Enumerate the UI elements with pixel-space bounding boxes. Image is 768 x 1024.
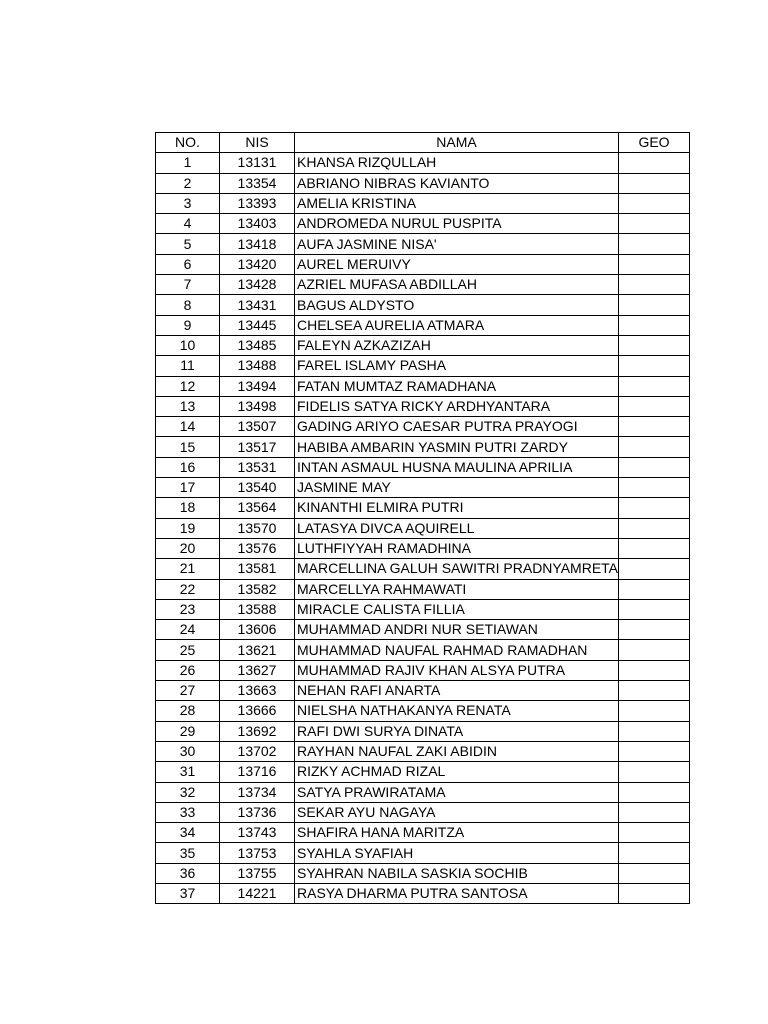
- cell-geo: [619, 620, 690, 640]
- cell-nama: MARCELLINA GALUH SAWITRI PRADNYAMRETA: [295, 559, 619, 579]
- cell-geo: [619, 843, 690, 863]
- cell-nis: 13393: [220, 193, 295, 213]
- cell-nama: FALEYN AZKAZIZAH: [295, 335, 619, 355]
- cell-no: 4: [156, 214, 220, 234]
- cell-geo: [619, 498, 690, 518]
- cell-no: 10: [156, 335, 220, 355]
- cell-nama: AUREL MERUIVY: [295, 254, 619, 274]
- table-row: [156, 478, 690, 498]
- cell-nama: MARCELLYA RAHMAWATI: [295, 579, 619, 599]
- table-row: [156, 335, 690, 355]
- cell-nama: NEHAN RAFI ANARTA: [295, 681, 619, 701]
- table-row: [156, 721, 690, 741]
- header-no: NO.: [156, 133, 220, 153]
- cell-nis: 13627: [220, 660, 295, 680]
- cell-geo: [619, 681, 690, 701]
- cell-no: 17: [156, 478, 220, 498]
- cell-nama: MIRACLE CALISTA FILLIA: [295, 599, 619, 619]
- cell-geo: [619, 863, 690, 883]
- cell-nama: MUHAMMAD RAJIV KHAN ALSYA PUTRA: [295, 660, 619, 680]
- cell-nama: AZRIEL MUFASA ABDILLAH: [295, 275, 619, 295]
- header-row: [156, 133, 690, 153]
- cell-nis: 13582: [220, 579, 295, 599]
- cell-nis: 13540: [220, 478, 295, 498]
- table-row: [156, 802, 690, 822]
- cell-geo: [619, 599, 690, 619]
- cell-nama: LATASYA DIVCA AQUIRELL: [295, 518, 619, 538]
- cell-geo: [619, 437, 690, 457]
- cell-nama: MUHAMMAD NAUFAL RAHMAD RAMADHAN: [295, 640, 619, 660]
- cell-nis: 13564: [220, 498, 295, 518]
- cell-no: 5: [156, 234, 220, 254]
- table-row: [156, 660, 690, 680]
- cell-geo: [619, 518, 690, 538]
- cell-geo: [619, 823, 690, 843]
- cell-nis: 13581: [220, 559, 295, 579]
- cell-no: 7: [156, 275, 220, 295]
- cell-geo: [619, 335, 690, 355]
- cell-geo: [619, 701, 690, 721]
- cell-geo: [619, 315, 690, 335]
- cell-nama: FATAN MUMTAZ RAMADHANA: [295, 376, 619, 396]
- cell-no: 33: [156, 802, 220, 822]
- cell-nama: JASMINE MAY: [295, 478, 619, 498]
- cell-no: 26: [156, 660, 220, 680]
- table-row: [156, 741, 690, 761]
- table-row: [156, 295, 690, 315]
- table-row: [156, 234, 690, 254]
- cell-nama: RAFI DWI SURYA DINATA: [295, 721, 619, 741]
- table-row: [156, 498, 690, 518]
- table-row: [156, 701, 690, 721]
- cell-no: 6: [156, 254, 220, 274]
- cell-nis: 13692: [220, 721, 295, 741]
- student-list-sheet: [155, 132, 690, 904]
- cell-nis: 13736: [220, 802, 295, 822]
- header-nama: NAMA: [295, 133, 619, 153]
- cell-geo: [619, 234, 690, 254]
- cell-nis: 13753: [220, 843, 295, 863]
- cell-geo: [619, 356, 690, 376]
- cell-no: 34: [156, 823, 220, 843]
- cell-geo: [619, 762, 690, 782]
- cell-geo: [619, 173, 690, 193]
- cell-geo: [619, 883, 690, 903]
- table-row: [156, 863, 690, 883]
- cell-nis: 13663: [220, 681, 295, 701]
- cell-no: 12: [156, 376, 220, 396]
- header-geo: GEO: [619, 133, 690, 153]
- cell-nama: SATYA PRAWIRATAMA: [295, 782, 619, 802]
- table-row: [156, 417, 690, 437]
- cell-nis: 13418: [220, 234, 295, 254]
- table-row: [156, 457, 690, 477]
- cell-geo: [619, 417, 690, 437]
- cell-nama: RAYHAN NAUFAL ZAKI ABIDIN: [295, 741, 619, 761]
- cell-geo: [619, 741, 690, 761]
- cell-no: 19: [156, 518, 220, 538]
- table-row: [156, 275, 690, 295]
- cell-nama: SYAHLA SYAFIAH: [295, 843, 619, 863]
- table-row: [156, 599, 690, 619]
- cell-nis: 13445: [220, 315, 295, 335]
- cell-no: 27: [156, 681, 220, 701]
- cell-nama: KHANSA RIZQULLAH: [295, 153, 619, 173]
- cell-nis: 13498: [220, 396, 295, 416]
- cell-nama: FIDELIS SATYA RICKY ARDHYANTARA: [295, 396, 619, 416]
- cell-nis: 13507: [220, 417, 295, 437]
- cell-no: 31: [156, 762, 220, 782]
- cell-no: 13: [156, 396, 220, 416]
- cell-no: 21: [156, 559, 220, 579]
- cell-nama: HABIBA AMBARIN YASMIN PUTRI ZARDY: [295, 437, 619, 457]
- cell-nama: LUTHFIYYAH RAMADHINA: [295, 538, 619, 558]
- cell-nama: GADING ARIYO CAESAR PUTRA PRAYOGI: [295, 417, 619, 437]
- table-row: [156, 681, 690, 701]
- cell-nama: RASYA DHARMA PUTRA SANTOSA: [295, 883, 619, 903]
- cell-nis: 13131: [220, 153, 295, 173]
- table-row: [156, 356, 690, 376]
- table-row: [156, 538, 690, 558]
- cell-no: 29: [156, 721, 220, 741]
- cell-nis: 13420: [220, 254, 295, 274]
- cell-nis: 13431: [220, 295, 295, 315]
- cell-geo: [619, 802, 690, 822]
- cell-nama: KINANTHI ELMIRA PUTRI: [295, 498, 619, 518]
- cell-nama: SHAFIRA HANA MARITZA: [295, 823, 619, 843]
- cell-geo: [619, 579, 690, 599]
- cell-no: 11: [156, 356, 220, 376]
- cell-nis: 13428: [220, 275, 295, 295]
- cell-no: 30: [156, 741, 220, 761]
- cell-nama: INTAN ASMAUL HUSNA MAULINA APRILIA: [295, 457, 619, 477]
- cell-geo: [619, 193, 690, 213]
- cell-no: 14: [156, 417, 220, 437]
- table-row: [156, 640, 690, 660]
- table-row: [156, 559, 690, 579]
- cell-nis: 13570: [220, 518, 295, 538]
- cell-nis: 13621: [220, 640, 295, 660]
- table-row: [156, 437, 690, 457]
- table-row: [156, 782, 690, 802]
- table-row: [156, 376, 690, 396]
- cell-nis: 13755: [220, 863, 295, 883]
- cell-geo: [619, 660, 690, 680]
- cell-nama: SEKAR AYU NAGAYA: [295, 802, 619, 822]
- cell-nis: 13702: [220, 741, 295, 761]
- cell-no: 32: [156, 782, 220, 802]
- cell-nama: MUHAMMAD ANDRI NUR SETIAWAN: [295, 620, 619, 640]
- cell-geo: [619, 478, 690, 498]
- cell-nama: CHELSEA AURELIA ATMARA: [295, 315, 619, 335]
- cell-no: 24: [156, 620, 220, 640]
- cell-nama: SYAHRAN NABILA SASKIA SOCHIB: [295, 863, 619, 883]
- cell-geo: [619, 721, 690, 741]
- cell-nama: ABRIANO NIBRAS KAVIANTO: [295, 173, 619, 193]
- cell-geo: [619, 254, 690, 274]
- cell-nis: 13734: [220, 782, 295, 802]
- cell-no: 36: [156, 863, 220, 883]
- cell-no: 16: [156, 457, 220, 477]
- cell-nis: 13403: [220, 214, 295, 234]
- table-row: [156, 214, 690, 234]
- cell-no: 2: [156, 173, 220, 193]
- table-row: [156, 396, 690, 416]
- cell-geo: [619, 275, 690, 295]
- table-row: [156, 843, 690, 863]
- cell-no: 23: [156, 599, 220, 619]
- cell-no: 3: [156, 193, 220, 213]
- cell-nama: BAGUS ALDYSTO: [295, 295, 619, 315]
- header-nis: NIS: [220, 133, 295, 153]
- cell-nis: 13517: [220, 437, 295, 457]
- cell-geo: [619, 214, 690, 234]
- cell-nis: 13488: [220, 356, 295, 376]
- table-row: [156, 579, 690, 599]
- cell-no: 35: [156, 843, 220, 863]
- cell-nis: 13666: [220, 701, 295, 721]
- cell-no: 37: [156, 883, 220, 903]
- cell-nis: 13588: [220, 599, 295, 619]
- cell-no: 18: [156, 498, 220, 518]
- cell-nis: 13716: [220, 762, 295, 782]
- cell-nis: 13354: [220, 173, 295, 193]
- table-row: [156, 883, 690, 903]
- cell-nama: AUFA JASMINE NISA': [295, 234, 619, 254]
- cell-no: 20: [156, 538, 220, 558]
- cell-geo: [619, 396, 690, 416]
- cell-geo: [619, 559, 690, 579]
- cell-geo: [619, 640, 690, 660]
- table-row: [156, 254, 690, 274]
- cell-nama: RIZKY ACHMAD RIZAL: [295, 762, 619, 782]
- cell-geo: [619, 782, 690, 802]
- table-row: [156, 823, 690, 843]
- cell-no: 22: [156, 579, 220, 599]
- student-table: [155, 132, 690, 904]
- table-body: [156, 153, 690, 904]
- cell-nama: ANDROMEDA NURUL PUSPITA: [295, 214, 619, 234]
- cell-geo: [619, 457, 690, 477]
- cell-no: 15: [156, 437, 220, 457]
- cell-geo: [619, 153, 690, 173]
- cell-nis: 13743: [220, 823, 295, 843]
- cell-no: 28: [156, 701, 220, 721]
- cell-no: 25: [156, 640, 220, 660]
- table-header: [156, 133, 690, 153]
- table-row: [156, 620, 690, 640]
- cell-nis: 14221: [220, 883, 295, 903]
- cell-nis: 13606: [220, 620, 295, 640]
- table-row: [156, 173, 690, 193]
- table-row: [156, 193, 690, 213]
- cell-no: 9: [156, 315, 220, 335]
- table-row: [156, 518, 690, 538]
- table-row: [156, 315, 690, 335]
- cell-nama: AMELIA KRISTINA: [295, 193, 619, 213]
- cell-nama: FAREL ISLAMY PASHA: [295, 356, 619, 376]
- table-row: [156, 153, 690, 173]
- cell-nis: 13494: [220, 376, 295, 396]
- cell-geo: [619, 295, 690, 315]
- cell-no: 1: [156, 153, 220, 173]
- cell-geo: [619, 538, 690, 558]
- cell-nis: 13576: [220, 538, 295, 558]
- cell-no: 8: [156, 295, 220, 315]
- cell-nis: 13485: [220, 335, 295, 355]
- cell-nis: 13531: [220, 457, 295, 477]
- table-row: [156, 762, 690, 782]
- cell-geo: [619, 376, 690, 396]
- cell-nama: NIELSHA NATHAKANYA RENATA: [295, 701, 619, 721]
